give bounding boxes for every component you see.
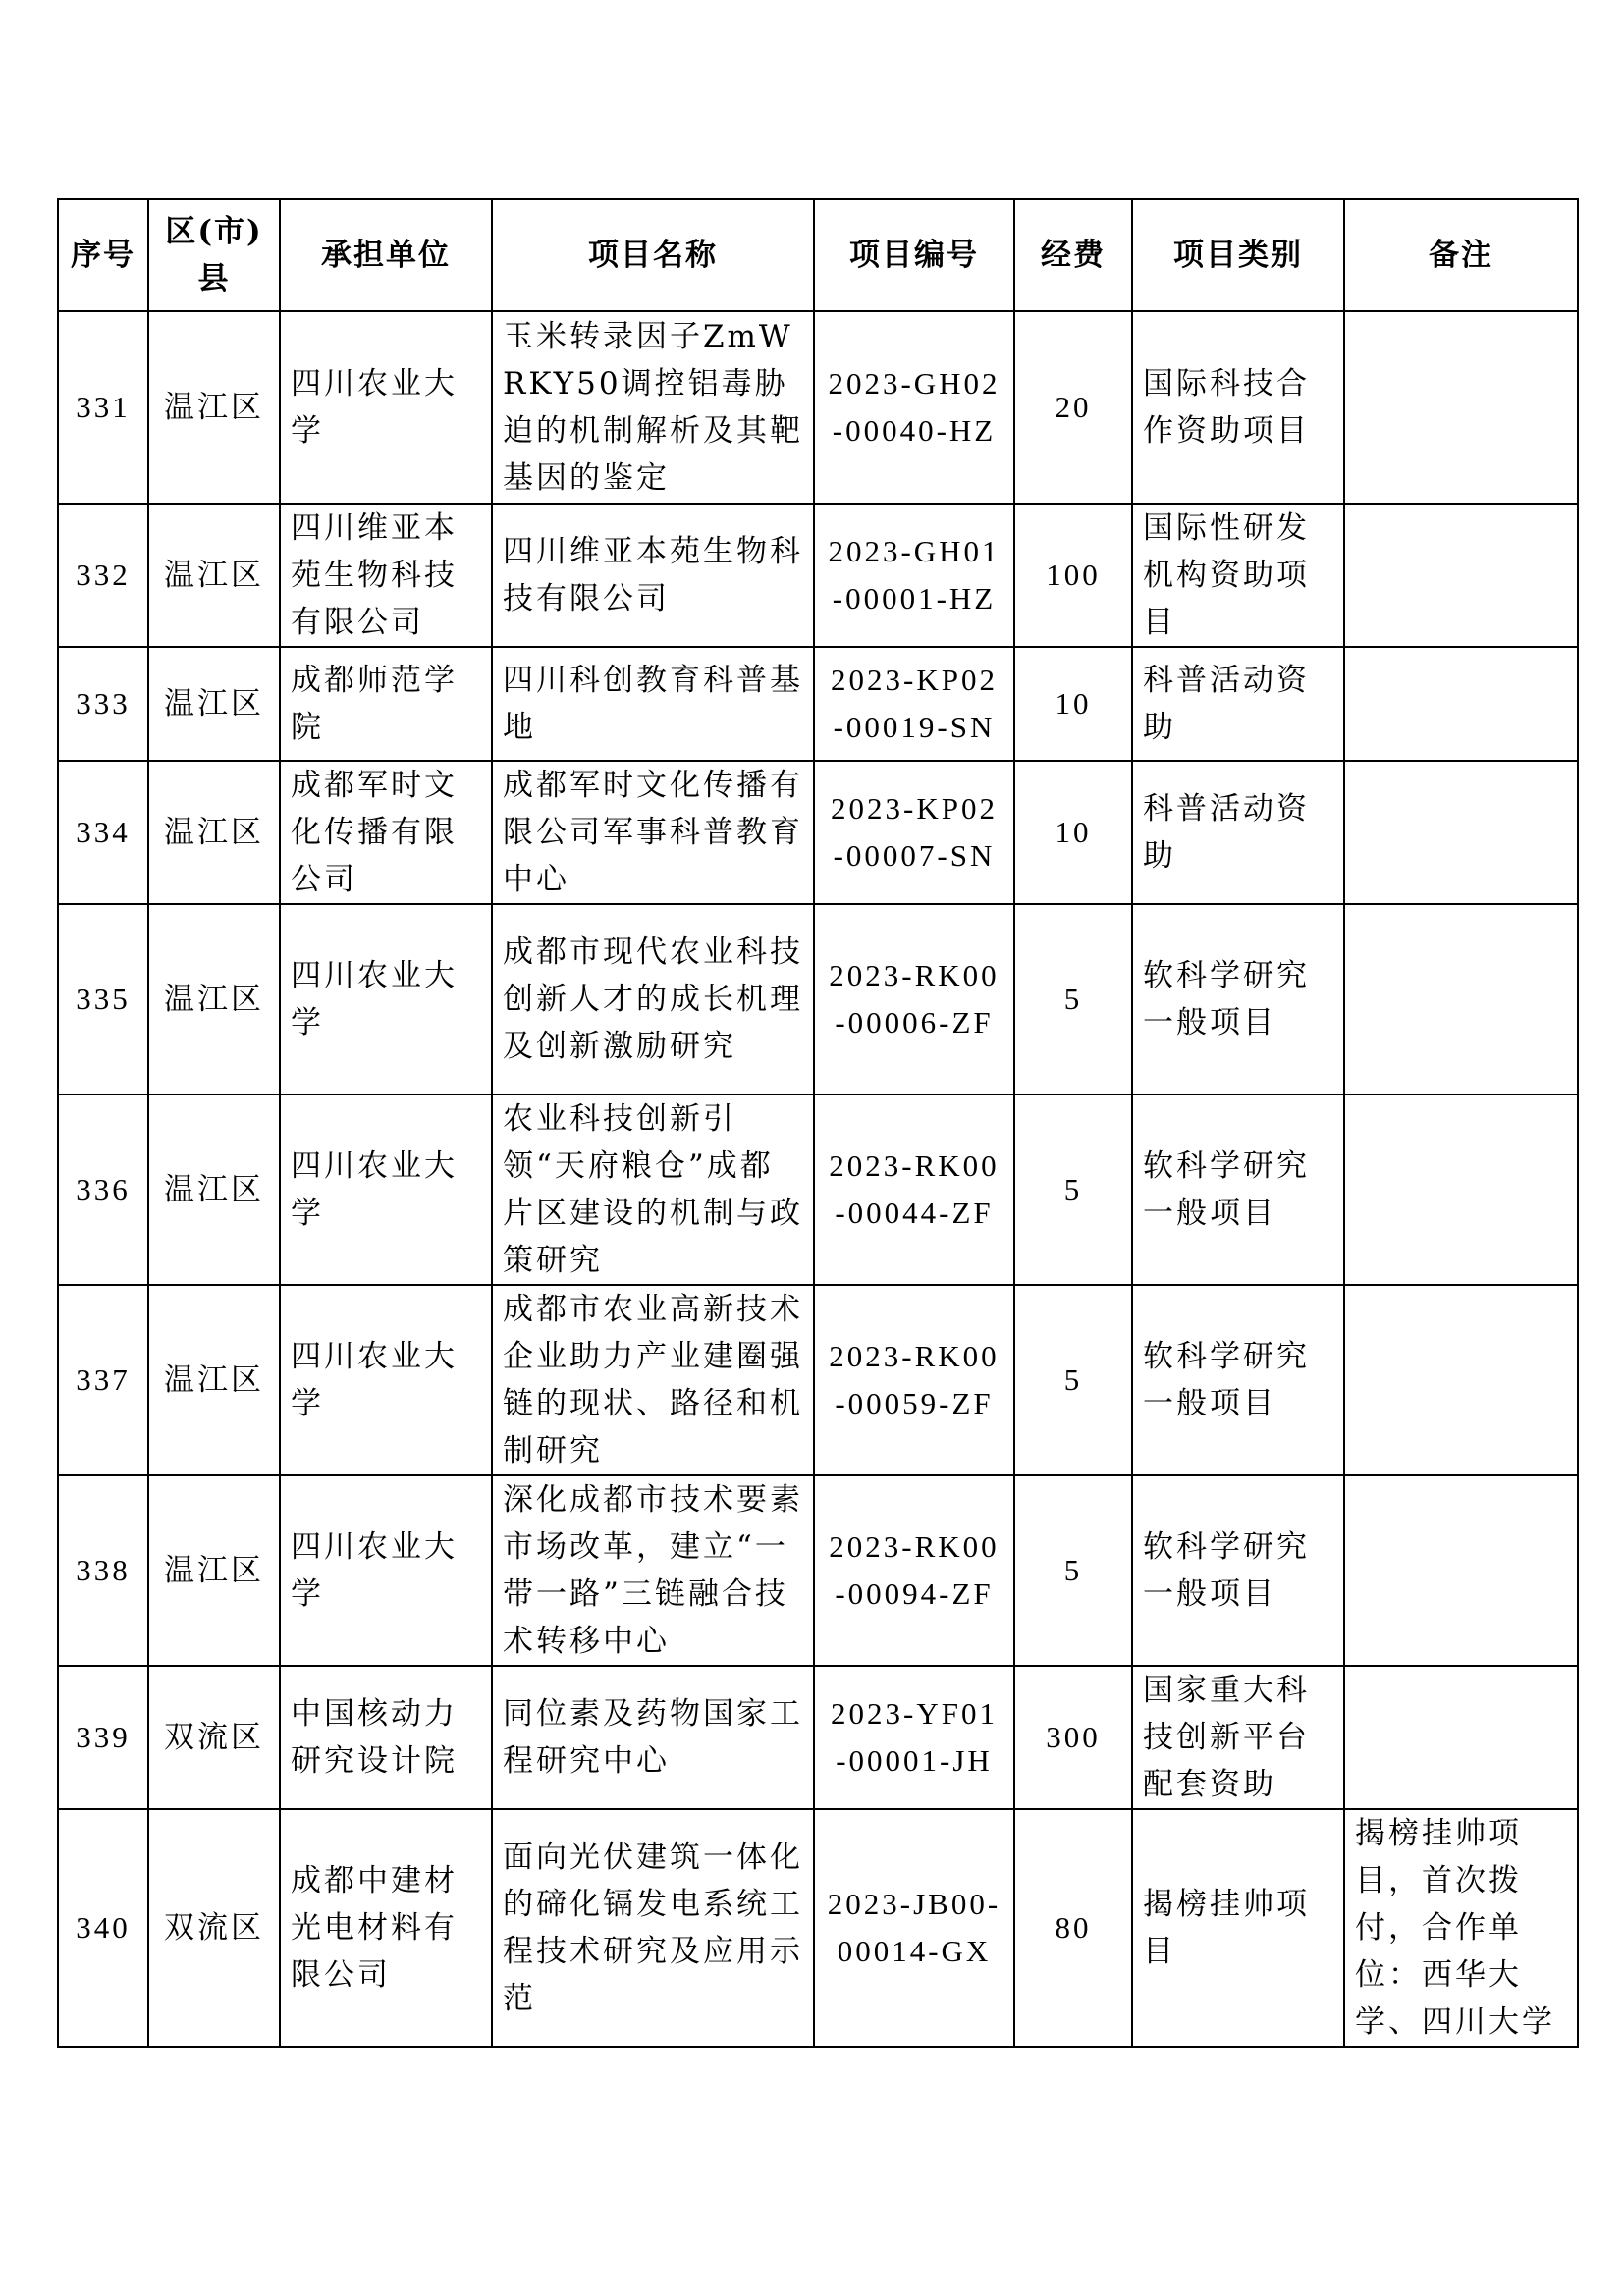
cell-idx: 333 xyxy=(58,647,148,761)
cell-code: 2023-GH02-00040-HZ xyxy=(814,311,1014,504)
cell-district: 双流区 xyxy=(148,1666,280,1809)
cell-district: 温江区 xyxy=(148,504,280,647)
cell-district: 双流区 xyxy=(148,1809,280,2047)
table-row xyxy=(58,504,1578,647)
table-row xyxy=(58,1285,1578,1475)
header-category: 项目类别 xyxy=(1132,199,1344,311)
cell-fund: 5 xyxy=(1014,1285,1132,1475)
table-row xyxy=(58,1666,1578,1809)
cell-district: 温江区 xyxy=(148,904,280,1095)
cell-district: 温江区 xyxy=(148,761,280,904)
cell-note xyxy=(1344,1095,1578,1285)
cell-code: 2023-GH01-00001-HZ xyxy=(814,504,1014,647)
cell-unit: 四川农业大学 xyxy=(280,1285,492,1475)
cell-note xyxy=(1344,504,1578,647)
cell-code: 2023-RK00-00059-ZF xyxy=(814,1285,1014,1475)
cell-note xyxy=(1344,311,1578,504)
cell-name: 玉米转录因子ZmWRKY50调控铝毒胁迫的机制解析及其靶基因的鉴定 xyxy=(492,311,814,504)
header-idx: 序号 xyxy=(58,199,148,311)
cell-note xyxy=(1344,761,1578,904)
cell-district: 温江区 xyxy=(148,1475,280,1666)
cell-name: 深化成都市技术要素市场改革，建立“一带一路”三链融合技术转移中心 xyxy=(492,1475,814,1666)
table-row xyxy=(58,311,1578,504)
cell-district: 温江区 xyxy=(148,1285,280,1475)
cell-district: 温江区 xyxy=(148,1095,280,1285)
cell-fund: 100 xyxy=(1014,504,1132,647)
cell-name: 成都军时文化传播有限公司军事科普教育中心 xyxy=(492,761,814,904)
table-row xyxy=(58,1475,1578,1666)
cell-code: 2023-RK00-00044-ZF xyxy=(814,1095,1014,1285)
cell-category: 软科学研究一般项目 xyxy=(1132,1475,1344,1666)
cell-category: 国际性研发机构资助项目 xyxy=(1132,504,1344,647)
table-row xyxy=(58,647,1578,761)
cell-category: 国家重大科技创新平台配套资助 xyxy=(1132,1666,1344,1809)
cell-fund: 10 xyxy=(1014,647,1132,761)
cell-unit: 四川农业大学 xyxy=(280,311,492,504)
cell-unit: 四川农业大学 xyxy=(280,904,492,1095)
cell-idx: 334 xyxy=(58,761,148,904)
cell-fund: 300 xyxy=(1014,1666,1132,1809)
cell-name: 成都市现代农业科技创新人才的成长机理及创新激励研究 xyxy=(492,904,814,1095)
cell-unit: 四川农业大学 xyxy=(280,1475,492,1666)
cell-unit: 四川维亚本苑生物科技有限公司 xyxy=(280,504,492,647)
cell-code: 2023-RK00-00006-ZF xyxy=(814,904,1014,1095)
project-table xyxy=(57,198,1579,2048)
cell-note xyxy=(1344,1285,1578,1475)
cell-unit: 四川农业大学 xyxy=(280,1095,492,1285)
cell-name: 成都市农业高新技术企业助力产业建圈强链的现状、路径和机制研究 xyxy=(492,1285,814,1475)
cell-category: 软科学研究一般项目 xyxy=(1132,904,1344,1095)
cell-district: 温江区 xyxy=(148,647,280,761)
header-unit: 承担单位 xyxy=(280,199,492,311)
cell-fund: 20 xyxy=(1014,311,1132,504)
cell-category: 科普活动资助 xyxy=(1132,761,1344,904)
cell-name: 四川维亚本苑生物科技有限公司 xyxy=(492,504,814,647)
cell-idx: 336 xyxy=(58,1095,148,1285)
cell-idx: 338 xyxy=(58,1475,148,1666)
table-row xyxy=(58,904,1578,1095)
cell-category: 软科学研究一般项目 xyxy=(1132,1095,1344,1285)
cell-fund: 5 xyxy=(1014,1095,1132,1285)
cell-note xyxy=(1344,1475,1578,1666)
cell-name: 农业科技创新引领“天府粮仓”成都片区建设的机制与政策研究 xyxy=(492,1095,814,1285)
cell-code: 2023-JB00-00014-GX xyxy=(814,1809,1014,2047)
header-fund: 经费 xyxy=(1014,199,1132,311)
cell-fund: 5 xyxy=(1014,1475,1132,1666)
cell-category: 揭榜挂帅项目 xyxy=(1132,1809,1344,2047)
cell-name: 同位素及药物国家工程研究中心 xyxy=(492,1666,814,1809)
cell-fund: 10 xyxy=(1014,761,1132,904)
cell-code: 2023-RK00-00094-ZF xyxy=(814,1475,1014,1666)
cell-unit: 成都军时文化传播有限公司 xyxy=(280,761,492,904)
cell-code: 2023-KP02-00007-SN xyxy=(814,761,1014,904)
cell-unit: 成都中建材光电材料有限公司 xyxy=(280,1809,492,2047)
header-note: 备注 xyxy=(1344,199,1578,311)
cell-idx: 332 xyxy=(58,504,148,647)
cell-unit: 中国核动力研究设计院 xyxy=(280,1666,492,1809)
cell-code: 2023-KP02-00019-SN xyxy=(814,647,1014,761)
cell-category: 国际科技合作资助项目 xyxy=(1132,311,1344,504)
header-district: 区(市)县 xyxy=(148,199,280,311)
cell-name: 面向光伏建筑一体化的碲化镉发电系统工程技术研究及应用示范 xyxy=(492,1809,814,2047)
cell-note xyxy=(1344,904,1578,1095)
cell-category: 科普活动资助 xyxy=(1132,647,1344,761)
cell-unit: 成都师范学院 xyxy=(280,647,492,761)
cell-code: 2023-YF01-00001-JH xyxy=(814,1666,1014,1809)
cell-note: 揭榜挂帅项目，首次拨付，合作单位：西华大学、四川大学 xyxy=(1344,1809,1578,2047)
table-row xyxy=(58,761,1578,904)
table-row xyxy=(58,1095,1578,1285)
cell-idx: 331 xyxy=(58,311,148,504)
cell-idx: 339 xyxy=(58,1666,148,1809)
cell-idx: 340 xyxy=(58,1809,148,2047)
cell-name: 四川科创教育科普基地 xyxy=(492,647,814,761)
header-code: 项目编号 xyxy=(814,199,1014,311)
header-name: 项目名称 xyxy=(492,199,814,311)
cell-category: 软科学研究一般项目 xyxy=(1132,1285,1344,1475)
cell-note xyxy=(1344,1666,1578,1809)
cell-fund: 80 xyxy=(1014,1809,1132,2047)
cell-note xyxy=(1344,647,1578,761)
table-row xyxy=(58,1809,1578,2047)
cell-district: 温江区 xyxy=(148,311,280,504)
header-row xyxy=(58,199,1578,311)
cell-fund: 5 xyxy=(1014,904,1132,1095)
cell-idx: 337 xyxy=(58,1285,148,1475)
cell-idx: 335 xyxy=(58,904,148,1095)
